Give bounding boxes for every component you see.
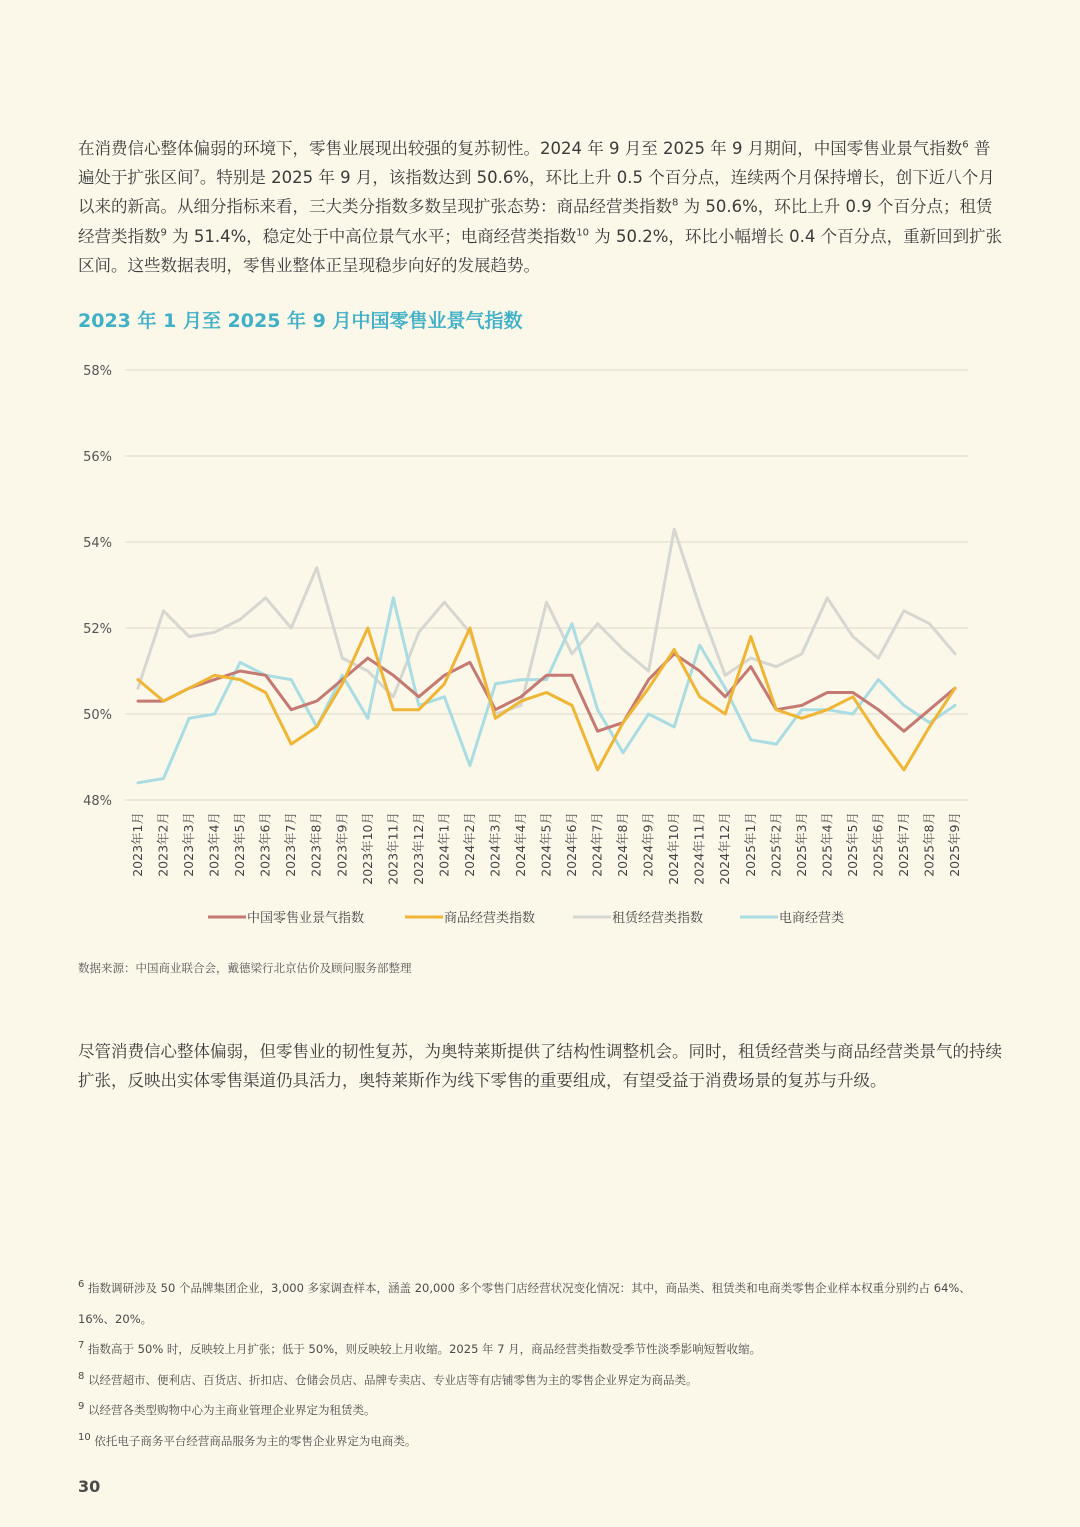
x-tick-label: 2024年10月 [666, 812, 682, 885]
page-number: 30 [78, 1477, 101, 1496]
x-tick-label: 2023年4月 [206, 812, 222, 877]
x-tick-label: 2023年5月 [232, 812, 248, 877]
legend-label: 电商经营类 [779, 911, 845, 926]
paragraph-text: 为 50.2%，环比小幅增长 0.4 个百分点，重新回到扩张区间。这些数据表明，零售业整体正呈现稳步向好的发展趋势。 [78, 226, 1003, 275]
closing-paragraph: 尽管消费信心整体偏弱，但零售业的韧性复苏，为奥特莱斯提供了结构性调整机会。同时，租赁经营类与商品经营类景气的持续扩张，反映出实体零售渠道仍具活力，奥特莱斯作为线下零售的重要组成，有望受益于消费场景的复苏与升级。 [78, 1042, 1002, 1091]
footnote-number: 7 [78, 1340, 85, 1352]
x-tick-label: 2025年2月 [768, 812, 784, 877]
x-tick-label: 2025年3月 [793, 812, 809, 877]
legend-label: 中国零售业景气指数 [247, 911, 365, 926]
footnote-text: 依托电子商务平台经营商品服务为主的零售企业界定为电商类。 [90, 1433, 417, 1448]
x-tick-label: 2025年6月 [870, 812, 886, 877]
x-tick-label: 2024年12月 [717, 812, 733, 885]
y-tick-label: 58% [83, 364, 112, 379]
x-tick-label: 2024年9月 [640, 812, 656, 877]
paragraph-text: 为 51.4%，稳定处于中高位景气水平；电商经营类指数 [166, 226, 577, 246]
footnote-number: 10 [78, 1431, 91, 1443]
x-tick-label: 2023年3月 [181, 812, 197, 877]
y-tick-label: 50% [83, 708, 112, 723]
x-tick-label: 2024年1月 [436, 812, 452, 877]
x-tick-label: 2025年5月 [844, 812, 860, 877]
footnote-ref: 6 [962, 139, 969, 151]
paragraph-text: 普遍处于扩张区间 [78, 139, 991, 188]
series-line-2 [138, 628, 955, 770]
footnote [78, 1395, 998, 1426]
x-tick-label: 2024年3月 [487, 812, 503, 877]
x-tick-label: 2023年8月 [308, 812, 324, 877]
x-tick-label: 2024年6月 [564, 812, 580, 877]
x-tick-label: 2025年1月 [742, 812, 758, 877]
footnotes [78, 1273, 998, 1456]
footnote-number: 8 [78, 1370, 85, 1382]
series-line-3 [138, 529, 955, 714]
data-source-note: 数据来源：中国商业联合会，戴德梁行北京估价及顾问服务部整理 [78, 961, 412, 975]
footnote-number: 6 [78, 1279, 85, 1291]
intro-paragraph [78, 134, 1004, 280]
y-tick-label: 54% [83, 536, 112, 551]
x-tick-label: 2025年8月 [921, 812, 937, 877]
paragraph-text: 在消费信心整体偏弱的环境下，零售业展现出较强的复苏韧性。2024 年 9 月至 2025 年 9 月期间，中国零售业景气指数 [78, 139, 963, 158]
x-tick-label: 2023年11月 [385, 812, 401, 885]
x-tick-label: 2023年6月 [257, 812, 273, 877]
footnote-number: 9 [78, 1401, 85, 1413]
y-tick-label: 56% [83, 450, 112, 465]
footnote-text: 指数高于 50% 时，反映较上月扩张；低于 50%，则反映较上月收缩。2025 年 7 月，商品经营类指数受季节性淡季影响短暂收缩。 [84, 1342, 762, 1356]
footnote-text: 以经营各类型购物中心为主商业管理企业界定为租赁类。 [84, 1403, 376, 1417]
footnote-ref: 10 [576, 227, 590, 239]
footnote [78, 1365, 998, 1396]
paragraph-text: 为 50.6%，环比上升 0.9 个百分点；租赁经营类指数 [78, 197, 993, 246]
y-tick-label: 48% [83, 794, 112, 809]
x-tick-label: 2023年2月 [155, 812, 171, 877]
footnote-ref: 8 [672, 197, 679, 209]
x-tick-label: 2023年7月 [283, 812, 299, 877]
retail-index-line-chart [0, 350, 1080, 950]
legend-label: 商品经营类指数 [444, 911, 536, 926]
x-tick-label: 2024年8月 [615, 812, 631, 877]
x-tick-label: 2024年2月 [461, 812, 477, 877]
footnote-text: 指数调研涉及 50 个品牌集团企业，3,000 多家调查样本，涵盖 20,000 多个零售门店经营状况变化情况：其中，商品类、租赁类和电商类零售企业样本权重分别约占 64%、16%、20%。 [78, 1281, 971, 1326]
footnote [78, 1334, 998, 1365]
paragraph-text: 。特别是 2025 年 9 月，该指数达到 50.6%，环比上升 0.5 个百分点，连续两个月保持增长，创下近八个月以来的新高。从细分指标来看，三大类分指数多数呈现扩张态势：商品经营类指数 [78, 168, 995, 217]
x-tick-label: 2025年7月 [895, 812, 911, 877]
x-tick-label: 2023年10月 [359, 812, 375, 885]
footnote-ref: 7 [193, 168, 200, 180]
footnote [78, 1273, 998, 1334]
legend-label: 租赁经营类指数 [612, 911, 704, 926]
footnote-ref: 9 [160, 227, 167, 239]
x-tick-label: 2025年4月 [819, 812, 835, 877]
footnote [78, 1426, 998, 1457]
x-tick-label: 2023年9月 [334, 812, 350, 877]
footnote-text: 以经营超市、便利店、百货店、折扣店、仓储会员店、品牌专卖店、专业店等有店铺零售为主的零售企业界定为商品类。 [84, 1372, 698, 1387]
x-tick-label: 2024年7月 [589, 812, 605, 877]
y-tick-label: 52% [83, 622, 112, 637]
chart-title: 2023 年 1 月至 2025 年 9 月中国零售业景气指数 [78, 310, 523, 332]
x-tick-label: 2023年1月 [130, 812, 145, 877]
x-tick-label: 2024年11月 [691, 812, 707, 885]
x-tick-label: 2023年12月 [410, 812, 426, 885]
x-tick-label: 2025年9月 [947, 812, 962, 877]
x-tick-label: 2024年5月 [538, 812, 554, 877]
x-tick-label: 2024年4月 [512, 812, 528, 877]
